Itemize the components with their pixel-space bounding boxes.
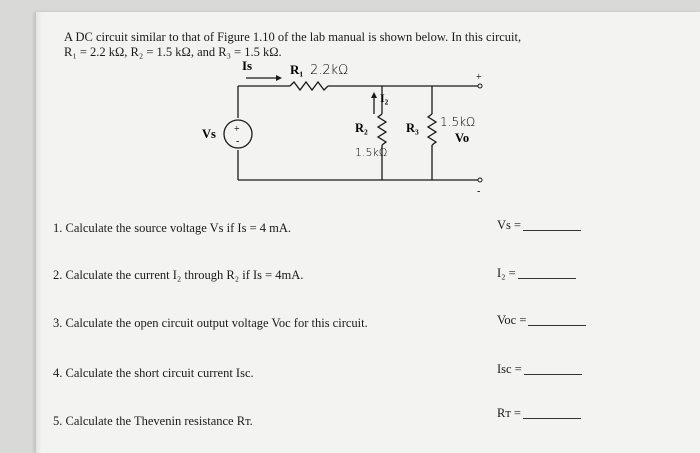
intro-line-2: R₁ = 2.2 kΩ, R₂ = 1.5 kΩ, and R₃ = 1.5 kΩ.: [64, 45, 282, 59]
r3-value-handwritten: 1.5kΩ: [440, 115, 476, 129]
r1-resistor: [290, 82, 328, 90]
output-plus-sign: +: [476, 72, 482, 83]
r2-label: R₂: [355, 121, 368, 135]
question-1: 1. Calculate the source voltage Vs if Is = 4 mA.: [53, 221, 292, 235]
question-3: 3. Calculate the open circuit output voltage Voc for this circuit.: [53, 316, 368, 330]
r1-label: R₁: [290, 62, 304, 77]
answer-2-blank[interactable]: [518, 278, 576, 279]
circuit-diagram: [150, 56, 510, 196]
source-plus-sign: +: [234, 124, 240, 135]
r1-value-handwritten: 2.2kΩ: [310, 63, 349, 78]
answer-4-blank[interactable]: [524, 374, 582, 375]
answer-4: [497, 362, 582, 377]
answer-3-blank[interactable]: [528, 325, 586, 326]
r3-resistor: [428, 114, 436, 145]
answer-1-blank[interactable]: [523, 230, 581, 231]
r2-resistor: [378, 114, 386, 145]
i2-label: I₂: [380, 91, 389, 105]
answer-5-blank[interactable]: [523, 418, 581, 419]
answer-3-label: Voc =: [497, 313, 527, 327]
answer-2-label: I₂ =: [497, 266, 516, 280]
answer-4-label: Isc =: [497, 362, 522, 376]
r3-label: R₃: [406, 121, 419, 135]
vs-label: Vs: [202, 127, 216, 141]
answer-2: [497, 266, 576, 281]
question-5: 5. Calculate the Thevenin resistance Rт.: [53, 414, 253, 428]
is-label: Is: [242, 58, 253, 73]
question-2: 2. Calculate the current I₂ through R₂ if Is = 4mA.: [53, 268, 304, 282]
answer-1-label: Vs =: [497, 218, 522, 232]
vo-label: Vo: [455, 131, 470, 145]
output-minus-sign: -: [477, 186, 481, 196]
answer-3: [497, 313, 586, 328]
source-minus-sign: -: [236, 136, 240, 147]
r2-value-handwritten: 1.5kΩ: [355, 146, 388, 159]
question-4: 4. Calculate the short circuit current Isc.: [53, 366, 254, 380]
intro-line-1: A DC circuit similar to that of Figure 1.10 of the lab manual is shown below. In this circuit,: [64, 30, 522, 44]
answer-5-label: Rт =: [497, 406, 521, 420]
answer-1: [497, 218, 581, 233]
answer-5: [497, 406, 581, 421]
